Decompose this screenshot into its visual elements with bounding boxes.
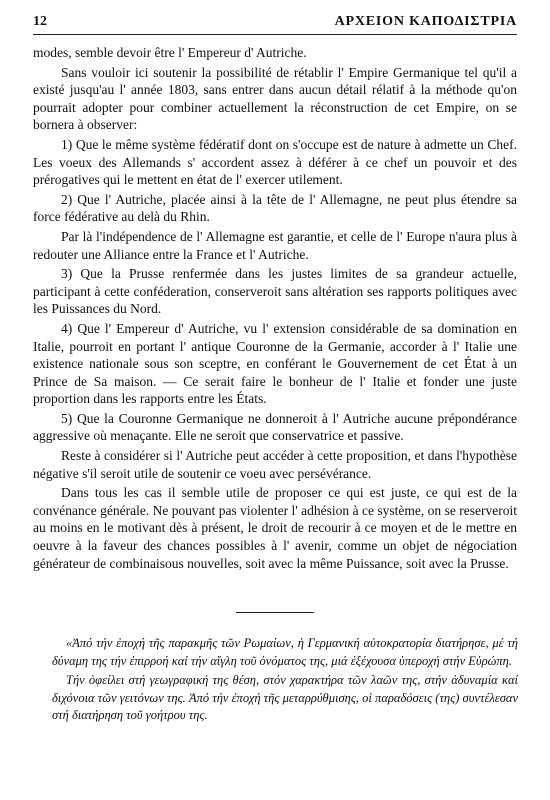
- page-number: 12: [33, 14, 47, 29]
- paragraph: Par là l'indépendence de l' Allemagne est garantie, et celle de l' Europe n'aura plus à redouter une Alliance entre la France et l' Autriche.: [33, 228, 517, 262]
- paragraph: Sans vouloir ici soutenir la possibilité de rétablir l' Empire Germanique tel qu'il a existé jusqu'au l' année 1803, sans entrer dans aucun détail rélatif à la méthode qu'on pourrait adopter pour combiner actuellement la réconstruction de cet Empire, on se bornera à observer:: [33, 64, 517, 133]
- paragraph: modes, semble devoir être l' Empereur d' Autriche.: [33, 45, 307, 60]
- translation-paragraph: Τήν ὀφείλει στή γεωγραφική της θέση, στόν χαρακτήρα τῶν λαῶν της, στήν ἀδυναμία καί διχόνοια τῶν γειτόνων της. Ἀπό τήν ἐποχή τῆς μεταρρύθμισης, οἱ παραδόσεις (της) συντέλεσαν στή διατήρηση τοῦ γοήτρου της.: [52, 673, 518, 723]
- greek-translation: [52, 635, 518, 727]
- paragraph: 5) Que la Couronne Germanique ne donneroit à l' Autriche aucune prépondérance aggressive où menaçante. Elle ne seroit que conservatrice et passive.: [33, 410, 517, 444]
- running-header: [33, 12, 517, 35]
- french-body-text: [33, 44, 517, 574]
- translation-paragraph: «Ἀπό τήν ἐποχή τῆς παρακμῆς τῶν Ρωμαίων, ἡ Γερμανική αὐτοκρατορία διατήρησε, μέ τή δύναμη της τήν ἐπιρροή καί τήν αἴγλη τοῦ ὀνόματος της, μιά ἐξέχουσα ὑπεροχή στήν Εὐρώπη.: [52, 636, 518, 668]
- paragraph: 4) Que l' Empereur d' Autriche, vu l' extension considérable de sa domination en Italie, pourroit en portant l' antique Couronne de la Germanie, accorder à l' Italie une existence nationale sous son sceptre, en conférant le Gouvernement de cet État à un Prince de Sa maison. — Ce serait faire le bonheur de l' Italie et fonder une juste proportion dans les rapports entre les États.: [33, 320, 517, 407]
- paragraph: 2) Que l' Autriche, placée ainsi à la tête de l' Allemagne, ne peut plus étendre sa force fédérative au delà du Rhin.: [33, 191, 517, 225]
- running-title: ΑΡΧΕΙΟΝ ΚΑΠΟΔΙΣΤΡΙΑ: [334, 14, 517, 29]
- paragraph: Reste à considérer si l' Autriche peut accéder à cette proposition, et dans l'hypothèse négative s'il seroit utile de soutenir ce voeu avec persévérance.: [33, 448, 517, 481]
- paragraph: 3) Que la Prusse renfermée dans les justes limites de sa grandeur actuelle, participant à cette conféderation, conserveroit sans altération ses rapports politiques avec les Puissances du Nord.: [33, 266, 517, 317]
- section-divider: [236, 612, 314, 613]
- paragraph: Dans tous les cas il semble utile de proposer ce qui est juste, ce qui est de la convénance générale. Ne pouvant pas violenter l' adhésion à ce système, on se reserveroit au moins en le motivant dès à présent, le droit de recourir à ce moyen et de le mettre en oeuvre à la faveur des chances possibles à l' avenir, comme un objet de négociation générateur de combinaisous nouvelles, soit avec la même Puissance, soit avec la Prusse.: [33, 485, 517, 571]
- paragraph: 1) Que le même système fédératif dont on s'occupe est de nature à admette un Chef. Les voeux des Allemands s' accordent assez à déférer à ce chef un pouvoir et des prérogatives qui le mettent en état de l' exercer utilement.: [33, 136, 517, 188]
